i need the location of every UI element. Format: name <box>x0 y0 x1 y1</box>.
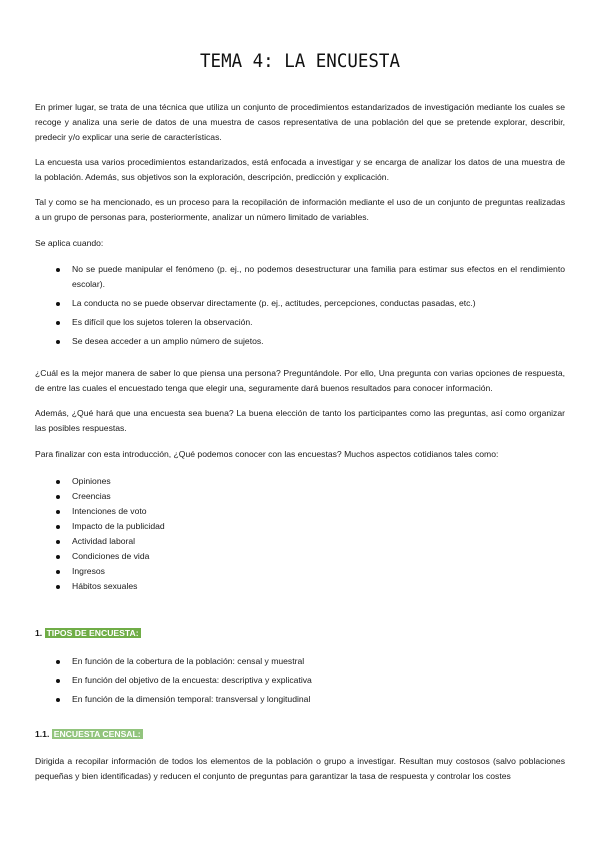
types-list <box>35 654 565 711</box>
aspects-list <box>35 474 565 594</box>
list-item: Se desea acceder a un amplio número de sujetos. <box>35 334 565 349</box>
paragraph-definition: En primer lugar, se trata de una técnica que utiliza un conjunto de procedimientos estandarizados de investigación mediante los cuales se recoge y analiza una serie de datos de una muestra de casos representativa de una población del que se pretende explorar, describir, predecir y/o explicar una serie de características. <box>35 102 565 142</box>
paragraph-good-survey: Además, ¿Qué hará que una encuesta sea buena? La buena elección de tanto los participantes como las preguntas, así como organizar las posibles respuestas. <box>35 408 565 433</box>
applies-when-list <box>35 262 565 353</box>
list-item: Es difícil que los sujetos toleren la observación. <box>35 315 565 330</box>
list-item: En función del objetivo de la encuesta: descriptiva y explicativa <box>35 673 565 688</box>
list-item: En función de la cobertura de la población: censal y muestral <box>35 654 565 669</box>
paragraph-applies-when: Se aplica cuando: <box>35 238 104 248</box>
page-title: TEMA 4: LA ENCUESTA <box>200 50 400 72</box>
section-number: 1. <box>35 628 43 638</box>
list-item: Actividad laboral <box>35 534 565 549</box>
paragraph-best-way: ¿Cuál es la mejor manera de saber lo que piensa una persona? Preguntándole. Por ello, Una pregunta con varias opciones de respuesta, de entre las cuales el encuestado tenga que elegir una, seguramente dará buenos resultados para conocer información. <box>35 368 565 393</box>
section-heading-censal <box>35 729 565 739</box>
list-item: Intenciones de voto <box>35 504 565 519</box>
list-item: Condiciones de vida <box>35 549 565 564</box>
list-item: Hábitos sexuales <box>35 579 565 594</box>
list-item: Ingresos <box>35 564 565 579</box>
paragraph-introduction-end: Para finalizar con esta introducción, ¿Qué podemos conocer con las encuestas? Muchos aspectos cotidianos tales como: <box>35 449 499 459</box>
list-item: Creencias <box>35 489 565 504</box>
list-item: La conducta no se puede observar directamente (p. ej., actitudes, percepciones, conductas pasadas, etc.) <box>35 296 565 311</box>
list-item: En función de la dimensión temporal: transversal y longitudinal <box>35 692 565 707</box>
paragraph-process: Tal y como se ha mencionado, es un proceso para la recopilación de información mediante el uso de un conjunto de preguntas realizadas a un grupo de personas para, posteriormente, analizar un número limitado de variables. <box>35 197 565 222</box>
paragraph-procedures: La encuesta usa varios procedimientos estandarizados, está enfocada a investigar y se encarga de analizar los datos de una muestra de la población. Además, sus objetivos son la exploración, descripción, predicción y explicación. <box>35 157 565 182</box>
section-heading-types <box>35 628 565 638</box>
list-item: Opiniones <box>35 474 565 489</box>
section-label: ENCUESTA CENSAL: <box>53 729 141 739</box>
paragraph-censal: Dirigida a recopilar información de todos los elementos de la población o grupo a investigar. Resultan muy costosos (salvo poblaciones pequeñas y bien identificadas) y reducen el conjunto de preguntas para garantizar la tasa de respuesta y controlar los costes <box>35 756 565 781</box>
section-label: TIPOS DE ENCUESTA: <box>46 628 139 638</box>
list-item: Impacto de la publicidad <box>35 519 565 534</box>
section-number: 1.1. <box>35 729 50 739</box>
list-item: No se puede manipular el fenómeno (p. ej., no podemos desestructurar una familia para estimar sus efectos en el rendimiento escolar). <box>35 262 565 292</box>
